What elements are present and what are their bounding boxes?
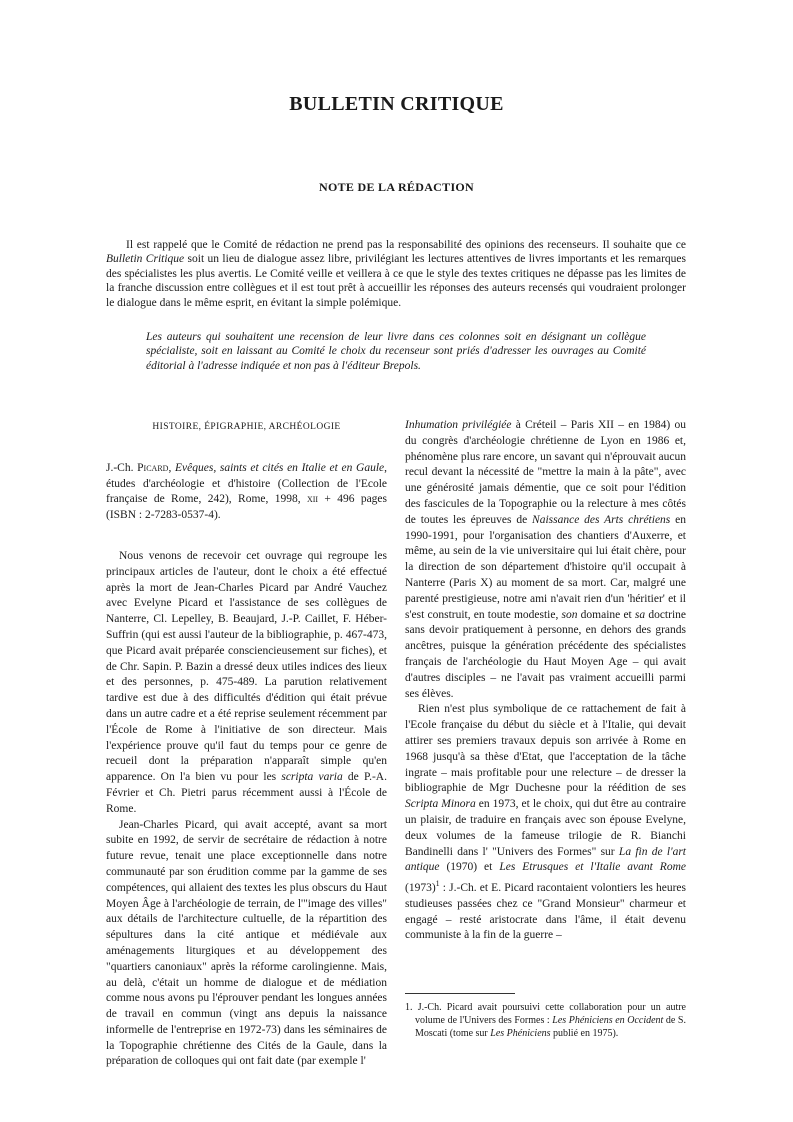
emphasis: scripta varia: [281, 771, 343, 784]
rubric: HISTOIRE, ÉPIGRAPHIE, ARCHÉOLOGIE: [152, 422, 341, 432]
review-paragraph-2-cont: [405, 418, 686, 702]
emphasis: Scripta Minora: [405, 798, 476, 811]
footnote-text: de S. Moscati (tome sur: [415, 1015, 686, 1039]
review-paragraph-2: [106, 818, 387, 1071]
footnote-number: 1.: [405, 1002, 413, 1013]
footnote-rule: [405, 993, 515, 994]
pages-rest: + 496 pages (ISBN : 2-7283-0537-4).: [106, 493, 387, 522]
paragraph-text: Rien n'est plus symbolique de ce rattachement de fait à l'Ecole française du début du siècle et à l'Italie, qui devait attirer ses premiers travaux depuis son arrivée à Rome en 1968 jusqu'à sa thèse d'Etat, que l'acceptation de la tâche ingrate – mais profitable pour une relecture – de dresser la bibliographie de Mgr Duchesne pour la réédition de ses: [405, 703, 686, 795]
paragraph-text: : J.-Ch. et E. Picard racontaient volontiers les heures studieuses passées chez ce "Grand Monsieur" charmeur et engagé – resté aristocrate dans l'âme, il était devenu communiste à la fin de la guerre –: [405, 881, 686, 942]
author-surname: Picard: [137, 461, 169, 474]
submission-notice: Les auteurs qui souhaitent une recension de leur livre dans ces colonnes soit en désignant un collègue spécialiste, soit en laissant au Comité le choix du recenseur sont priés d'adresser les ouvrages au Comité éditorial à l'adresse indiquée et non pas à l'éditeur Brepols.: [146, 331, 646, 372]
paragraph-text: (1973): [405, 881, 436, 894]
page-title: BULLETIN CRITIQUE: [289, 93, 504, 115]
footnote-reference[interactable]: 1: [435, 879, 440, 889]
paragraph-text: domaine et: [577, 608, 635, 621]
emphasis: Inhumation privilégiée: [405, 419, 512, 431]
column-left: [106, 418, 387, 1070]
editorial-note: [106, 238, 686, 310]
emphasis: Les Phéniciens: [490, 1028, 551, 1039]
journal-name: Bulletin Critique: [106, 253, 185, 266]
book-reference: J.-Ch. Picard, Evêques, saints et cités en Italie et en Gaule, études d'archéologie et d'histoire (Collection de l'Ecole française de Rome, 242), Rome, 1998, xii + 496 pages (ISBN : 2-7283-0537-4).: [106, 461, 387, 522]
paragraph-text: Nous venons de recevoir cet ouvrage qui regroupe les principaux articles de l'auteur, dont le choix a été effectué après la mort de Jean-Charles Picard par André Vauchez avec Evelyne Picard et l'assistance de ses collègues de Nanterre, Cl. Lepelley, B. Beaujard, J.-P. Caillet, F. Héber-Suffrin (qui est aussi l'auteur de la bibliographie, p. 467-473, que Picard avait préparée consciencieusement sur fiches), et de Chr. Sapin. P. Bazin a dressé deux utiles indices des lieux et des personnes, p. 475-489. La parution relativement tardive est due à des difficultés d'édition qui était prévue dans un autre cadre et a été reprise seulement récemment par l'École de Rome à l'initiative de son directeur. Mais l'expérience prouve qu'il faut du temps pour ce genre de recueil dont la préparation n'apparaît simple qu'en apparence. On l'a bien vu pour les: [106, 549, 387, 784]
paragraph-text: (1970) et: [439, 861, 500, 874]
editorial-note-text: Il est rappelé que le Comité de rédaction ne prend pas la responsabilité des opinions des recenseurs. Il souhaite que ce: [126, 239, 686, 251]
emphasis: Les Phéniciens en Occident: [552, 1015, 664, 1026]
emphasis: La fin de l'art antique: [405, 845, 686, 874]
footnote: [405, 1001, 686, 1040]
paragraph-text: à Créteil – Paris XII – en 1984) ou du congrès d'archéologie chrétienne de Lyon en 1986 et, phénomène plus rare encore, un savant qui n'éprouvait aucun recul devant la nécessité de "mettre la main à la pâte", avec une générosité jamais démentie, que ce soit pour l'édition des fascicules de la Topographie ou la relecture à mes côtés de toutes les épreuves de: [405, 419, 687, 526]
footnote-text: publié en 1975).: [550, 1028, 619, 1039]
review-paragraph-1: [106, 549, 387, 818]
paragraph-text: doctrine sans devoir pratiquement à personne, en dehors des grands ancêtres, puisque la génération précédente des spécialistes français de l'archéologie du Haut Moyen Age – qui avait d'autres disciples – ne l'avait pas vraiment accueilli parmi ses élèves.: [405, 608, 687, 700]
emphasis: Les Etrusques et l'Italie avant Rome: [499, 861, 686, 874]
pages-roman: xii: [306, 493, 319, 506]
book-title: Evêques, saints et cités en Italie et en Gaule: [175, 461, 385, 474]
column-right: [405, 418, 686, 944]
emphasis: son: [561, 608, 578, 621]
emphasis: sa: [634, 608, 646, 621]
paragraph-text: en 1990-1991, pour l'organisation des chantiers d'Auxerre, et même, au sein de la vie universitaire qui lui était chère, pour la direction de son département d'histoire qu'il occupait à Nanterre (Paris X) au moment de sa mort. Car, malgré une parenté prestigieuse, notre ami n'avait rien d'un 'héritier' et il s'est construit, en toute modestie,: [405, 513, 686, 621]
emphasis: Naissance des Arts chrétiens: [532, 513, 671, 526]
footnote-text: J.-Ch. Picard avait poursuivi cette collaboration pour un autre volume de l'Univers des Formes :: [412, 1002, 686, 1026]
editorial-note-text-cont: soit un lieu de dialogue assez libre, privilégiant les lectures attentives de livres importants et les remarques des spécialistes les plus avertis. Le Comité veille et veillera à ce que le style des textes critiques ne dépasse pas les limites de la franche discussion entre collègues et il est tout prêt à accueillir les réponses des auteurs recensés qui voudraient prolonger le dialogue dans le même esprit, en évitant la simple polémique.: [106, 253, 686, 309]
book-details: , études d'archéologie et d'histoire (Collection de l'Ecole française de Rome, 242), Rome, 1998,: [106, 461, 387, 506]
section-heading: NOTE DE LA RÉDACTION: [318, 180, 475, 194]
paragraph-text: de P.-A. Février et Ch. Pietri parus récemment aussi à l'École de Rome.: [106, 771, 387, 815]
paragraph-text: Jean-Charles Picard, qui avait accepté, avant sa mort subite en 1992, de servir de secrétaire de rédaction à notre future revue, tenait une place exceptionnelle dans notre communauté par son érudition comme par la gamme de ses compétences, qui allaient des textes les plus obscurs du Haut Moyen Âge à l'archéologie de terrain, de l'"image des villes" aux détails de l'architecture cultuelle, de la répartition des sépultures dans la cité antique et médiévale aux aménagements liturgiques et au développement des "quartiers canoniaux" après la réforme carolingienne. Mais, au delà, c'était un homme de dialogue et de médiation comme nous avons pu l'éprouver pendant les longues années de travail en commun (vingt ans depuis la naissance informelle de l'entreprise en 1972-73) dans les séminaires de la Topographie chrétienne des Cités de la Gaule, dans la préparation de colloques qui ont fait date (par exemple l': [106, 818, 387, 1068]
review-paragraph-3: [405, 702, 686, 944]
author-initials: J.-Ch.: [106, 461, 138, 474]
paragraph-text: en 1973, et le choix, qui dut être au contraire un plaisir, de traduire en français avec son épouse Evelyne, deux volumes de la fameuse trilogie de R. Bianchi Bandinelli dans l' "Univers des Formes" sur: [405, 798, 686, 858]
